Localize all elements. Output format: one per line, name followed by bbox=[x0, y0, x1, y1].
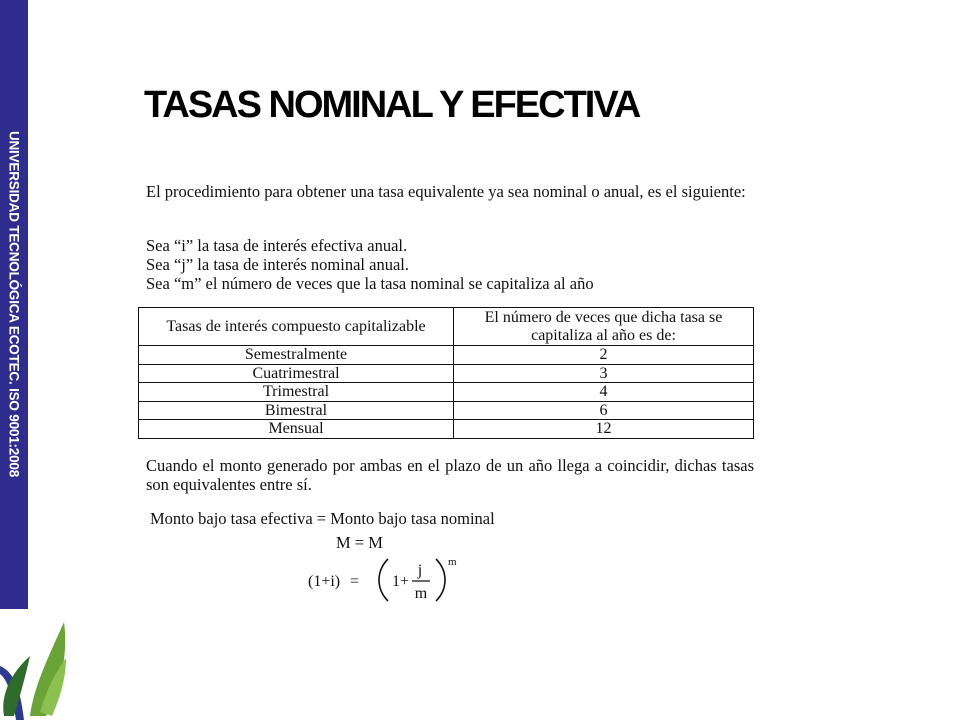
row-period: Trimestral bbox=[139, 383, 454, 402]
row-count: 3 bbox=[454, 364, 754, 383]
table-row bbox=[139, 401, 754, 420]
row-count: 12 bbox=[454, 420, 754, 439]
formula-denominator: m bbox=[414, 585, 428, 602]
equation-m-equals-m: M = M bbox=[336, 533, 383, 552]
definition-m: Sea “m” el número de veces que la tasa nominal se capitaliza al año bbox=[146, 274, 594, 293]
definition-i: Sea “i” la tasa de interés efectiva anual. bbox=[146, 236, 408, 255]
sidebar-band bbox=[0, 0, 28, 609]
formula-numerator: j bbox=[417, 562, 423, 579]
equivalence-paragraph: Cuando el monto generado por ambas en el plazo de un año llega a coincidir, dichas tasas son equivalentes entre sí. bbox=[146, 456, 754, 494]
definitions-list bbox=[146, 236, 766, 293]
intro-paragraph: El procedimiento para obtener una tasa equivalente ya sea nominal o anual, es el siguiente: bbox=[146, 182, 746, 201]
definition-j: Sea “j” la tasa de interés nominal anual. bbox=[146, 255, 409, 274]
equation-label: Monto bajo tasa efectiva = Monto bajo tasa nominal bbox=[150, 509, 495, 528]
close-paren-icon bbox=[436, 559, 445, 601]
leaf-logo bbox=[0, 612, 70, 720]
table-row bbox=[139, 346, 754, 365]
row-count: 6 bbox=[454, 401, 754, 420]
table-row bbox=[139, 420, 754, 439]
row-period: Cuatrimestral bbox=[139, 364, 454, 383]
row-count: 4 bbox=[454, 383, 754, 402]
formula-equals: = bbox=[350, 573, 360, 590]
table-row bbox=[139, 383, 754, 402]
logo-dark-leaf bbox=[3, 656, 30, 716]
table-header-row bbox=[139, 308, 754, 346]
formula-exponent: m bbox=[448, 556, 457, 568]
formula-one-plus: 1+ bbox=[392, 573, 410, 590]
row-period: Semestralmente bbox=[139, 346, 454, 365]
formula-left: (1+i) bbox=[308, 573, 341, 590]
open-paren-icon bbox=[379, 559, 388, 601]
row-period: Bimestral bbox=[139, 401, 454, 420]
header-rate-type: Tasas de interés compuesto capitalizable bbox=[139, 308, 454, 346]
equivalence-formula bbox=[308, 555, 468, 605]
row-period: Mensual bbox=[139, 420, 454, 439]
capitalization-table bbox=[138, 307, 754, 439]
row-count: 2 bbox=[454, 346, 754, 365]
university-label: UNIVERSIDAD TECNOLÓGICA ECOTEC. ISO 9001:2008 bbox=[6, 130, 22, 478]
slide-title: TASAS NOMINAL Y EFECTIVA bbox=[144, 84, 640, 126]
header-times-per-year: El número de veces que dicha tasa se capitaliza al año es de: bbox=[454, 308, 754, 346]
table-row bbox=[139, 364, 754, 383]
